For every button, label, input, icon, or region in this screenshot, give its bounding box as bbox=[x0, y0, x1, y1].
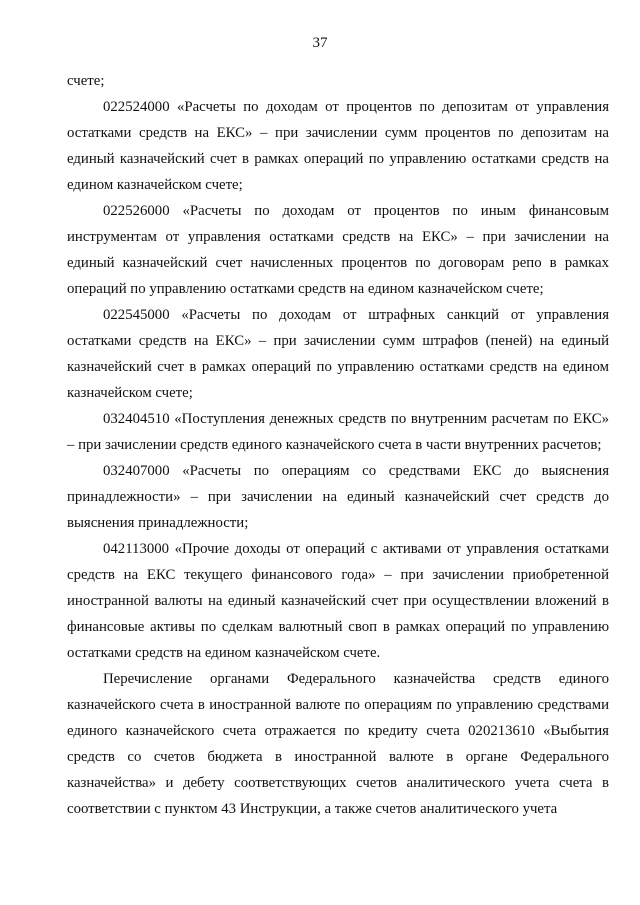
paragraph-account-032404510: 032404510 «Поступления денежных средств по внутренним расчетам по ЕКС» – при зачислении средств единого казначейского счета в части внутренних расчетов; bbox=[67, 411, 609, 453]
paragraph-foreign-currency-transfer: Перечисление органами Федерального казначейства средств единого казначейского счета в иностранной валюте по операциям по управлению средствами единого казначейского счета отражается по кредиту счета 020213610 «Выбытия средств со счетов бюджета в иностранной валюте в органе Федерального казначейства» и дебету соответствующих счетов аналитического учета счета в соответствии с пунктом 43 Инструкции, а также счетов аналитического учета bbox=[67, 671, 609, 817]
document-body bbox=[67, 68, 609, 822]
paragraph-account-032407000: 032407000 «Расчеты по операциям со средствами ЕКС до выяснения принадлежности» – при зачислении на единый казначейский счет средств до выяснения принадлежности; bbox=[67, 463, 609, 531]
paragraph-account-022545000: 022545000 «Расчеты по доходам от штрафных санкций от управления остатками средств на ЕКС» – при зачислении сумм штрафов (пеней) на единый казначейский счет в рамках операций по управлению остатками средств на едином казначейском счете; bbox=[67, 307, 609, 401]
paragraph-account-042113000: 042113000 «Прочие доходы от операций с активами от управления остатками средств на ЕКС текущего финансового года» – при зачислении приобретенной иностранной валюты на единый казначейский счет при осуществлении вложений в финансовые активы по сделкам валютный своп в рамках операций по управлению остатками средств на едином казначейском счете. bbox=[67, 541, 609, 661]
page-number: 37 bbox=[312, 35, 328, 51]
paragraph-account-022524000: 022524000 «Расчеты по доходам от процентов по депозитам от управления остатками средств на ЕКС» – при зачислении сумм процентов по депозитам на единый казначейский счет в рамках операций по управлению остатками средств на едином казначейском счете; bbox=[67, 99, 609, 193]
paragraph-continuation: счете; bbox=[67, 73, 105, 89]
paragraph-account-022526000: 022526000 «Расчеты по доходам от процентов по иным финансовым инструментам от управления остатками средств на ЕКС» – при зачислении на единый казначейский счет начисленных процентов по договорам репо в рамках операций по управлению остатками средств на едином казначейском счете; bbox=[67, 203, 609, 297]
